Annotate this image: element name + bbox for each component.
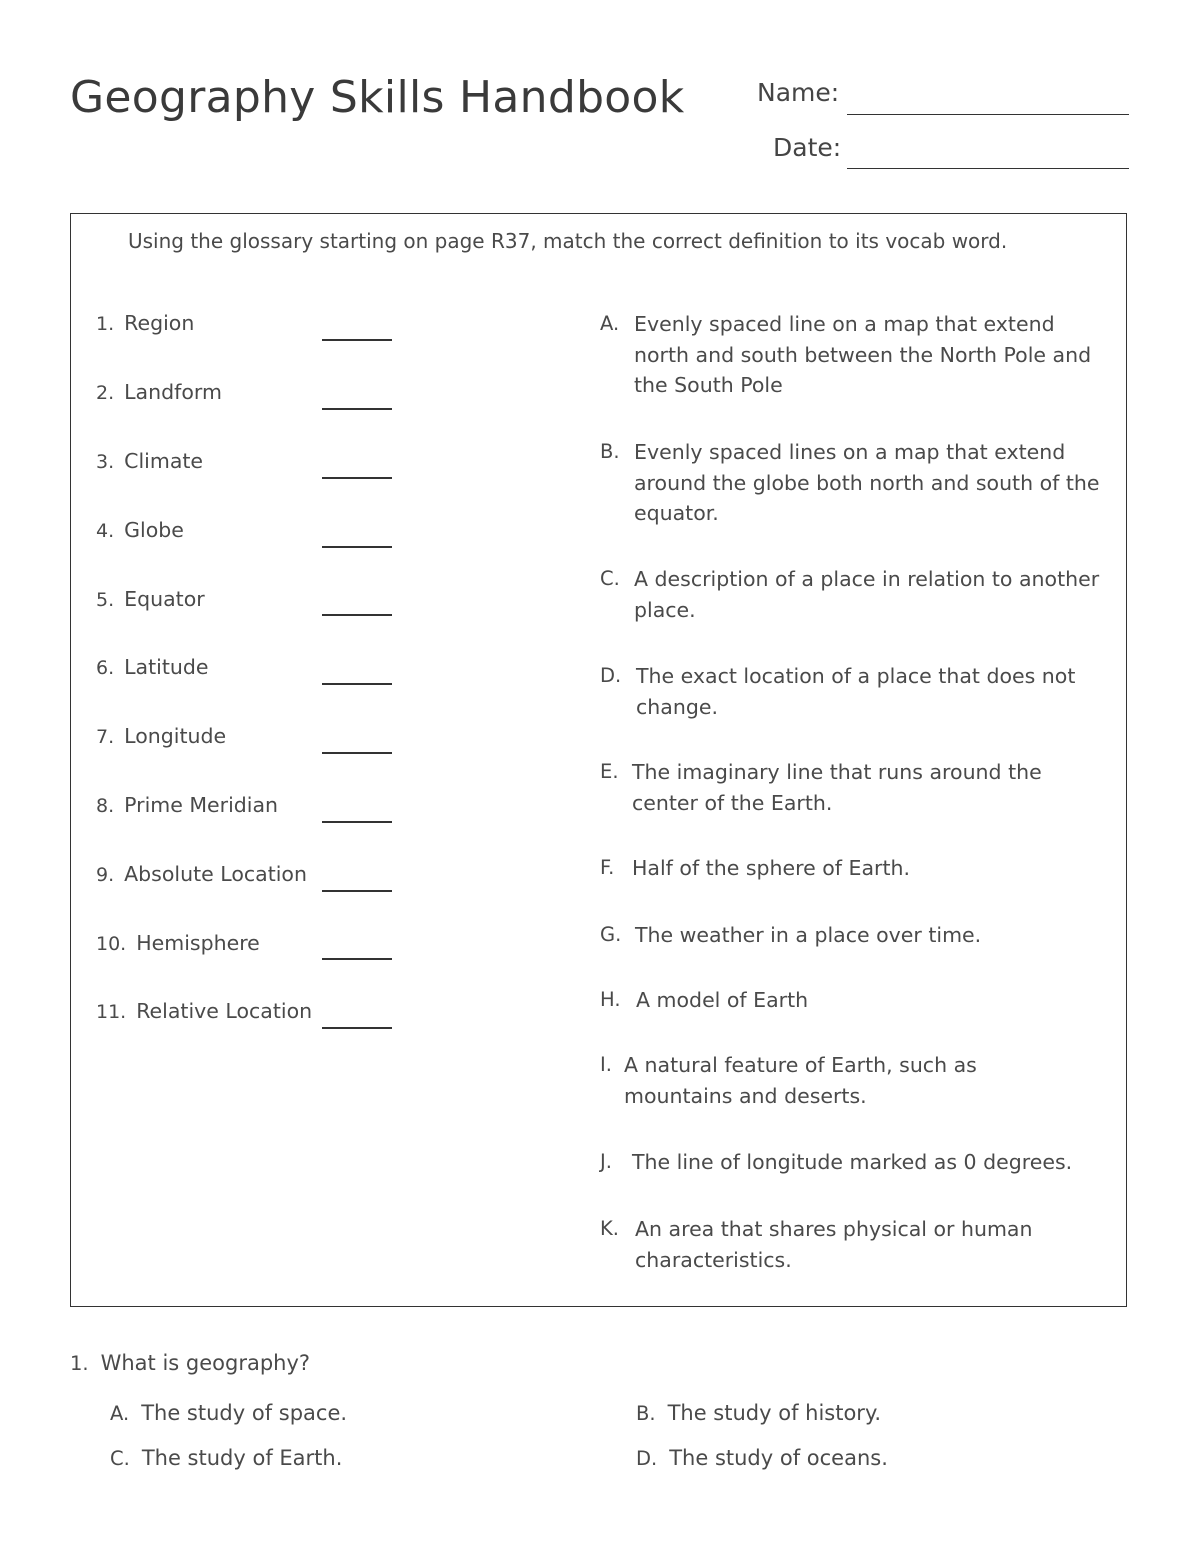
choice-letter: A.	[110, 1402, 130, 1425]
choice-letter: C.	[110, 1447, 130, 1470]
term-word: Climate	[124, 449, 204, 473]
definition-letter: B.	[600, 440, 620, 463]
definition-item	[600, 757, 1110, 818]
choice-letter: D.	[636, 1447, 658, 1470]
term-item	[96, 862, 307, 886]
definition-item	[600, 1050, 1020, 1111]
definition-letter: G.	[600, 923, 622, 946]
definition-text: A model of Earth	[636, 988, 809, 1012]
definition-item	[600, 853, 1110, 884]
definition-item	[600, 661, 1110, 722]
answer-blank[interactable]	[322, 546, 392, 548]
term-item	[96, 793, 278, 817]
definition-item	[600, 985, 1110, 1016]
term-item	[96, 311, 194, 335]
answer-blank[interactable]	[322, 821, 392, 823]
question-number: 1.	[70, 1352, 89, 1375]
definition-item	[600, 1147, 1140, 1178]
term-word: Absolute Location	[124, 862, 307, 886]
term-number: 9.	[96, 864, 115, 886]
term-number: 6.	[96, 657, 115, 679]
definition-letter: E.	[600, 760, 619, 783]
definition-letter: A.	[600, 312, 620, 335]
choice-text: The study of history.	[667, 1401, 882, 1425]
definition-letter: H.	[600, 988, 621, 1011]
term-item	[96, 999, 312, 1023]
matching-instructions: Using the glossary starting on page R37, match the correct definition to its vocab word.	[128, 229, 1008, 253]
term-number: 8.	[96, 795, 115, 817]
definition-text: An area that shares physical or human characteristics.	[635, 1217, 1033, 1272]
choice-option[interactable]	[110, 1401, 347, 1425]
term-item	[96, 518, 184, 542]
term-number: 11.	[96, 1001, 127, 1023]
definition-text: Half of the sphere of Earth.	[632, 856, 911, 880]
answer-blank[interactable]	[322, 752, 392, 754]
answer-blank[interactable]	[322, 683, 392, 685]
term-word: Equator	[124, 587, 205, 611]
definition-text: The exact location of a place that does not change.	[636, 664, 1076, 719]
answer-blank[interactable]	[322, 614, 392, 616]
choice-letter: B.	[636, 1402, 656, 1425]
definition-text: Evenly spaced lines on a map that extend around the globe both north and south of the equator.	[634, 440, 1100, 525]
term-word: Globe	[124, 518, 184, 542]
term-number: 4.	[96, 520, 115, 542]
choice-option[interactable]	[110, 1446, 342, 1470]
definition-text: The line of longitude marked as 0 degrees.	[632, 1150, 1073, 1174]
term-item	[96, 931, 260, 955]
term-item	[96, 587, 205, 611]
term-word: Region	[124, 311, 195, 335]
term-word: Relative Location	[136, 999, 313, 1023]
definition-text: The imaginary line that runs around the center of the Earth.	[632, 760, 1042, 815]
answer-blank[interactable]	[322, 477, 392, 479]
term-number: 5.	[96, 589, 115, 611]
term-item	[96, 724, 226, 748]
term-number: 1.	[96, 313, 115, 335]
definition-letter: J.	[600, 1150, 612, 1173]
date-field[interactable]	[847, 168, 1129, 169]
definition-item	[600, 920, 1110, 951]
page-title: Geography Skills Handbook	[70, 72, 685, 123]
answer-blank[interactable]	[322, 958, 392, 960]
definition-letter: C.	[600, 567, 620, 590]
term-word: Latitude	[124, 655, 209, 679]
choice-text: The study of space.	[141, 1401, 348, 1425]
definition-letter: K.	[600, 1217, 619, 1240]
name-label: Name:	[757, 78, 840, 107]
term-word: Longitude	[124, 724, 227, 748]
definition-item	[600, 437, 1110, 529]
answer-blank[interactable]	[322, 890, 392, 892]
definition-item	[600, 1214, 1110, 1275]
definition-letter: D.	[600, 664, 622, 687]
term-item	[96, 655, 209, 679]
term-number: 2.	[96, 382, 115, 404]
definition-text: A natural feature of Earth, such as mountains and deserts.	[624, 1053, 977, 1108]
definition-text: A description of a place in relation to another place.	[634, 567, 1100, 622]
term-word: Prime Meridian	[124, 793, 279, 817]
date-label: Date:	[773, 133, 842, 162]
question-prompt	[70, 1351, 310, 1375]
choice-text: The study of oceans.	[669, 1446, 888, 1470]
question-text: What is geography?	[100, 1351, 311, 1375]
answer-blank[interactable]	[322, 339, 392, 341]
term-number: 10.	[96, 933, 127, 955]
definition-item	[600, 309, 1110, 401]
definition-text: Evenly spaced line on a map that extend north and south between the North Pole and the South Pole	[634, 312, 1092, 397]
term-item	[96, 449, 203, 473]
term-item	[96, 380, 222, 404]
choice-option[interactable]	[636, 1401, 881, 1425]
answer-blank[interactable]	[322, 1027, 392, 1029]
term-number: 3.	[96, 451, 115, 473]
choice-text: The study of Earth.	[141, 1446, 343, 1470]
definition-letter: I.	[600, 1053, 612, 1076]
definition-letter: F.	[600, 856, 615, 879]
term-word: Landform	[124, 380, 222, 404]
term-word: Hemisphere	[136, 931, 260, 955]
name-field[interactable]	[847, 114, 1129, 115]
answer-blank[interactable]	[322, 408, 392, 410]
choice-option[interactable]	[636, 1446, 888, 1470]
term-number: 7.	[96, 726, 115, 748]
definition-item	[600, 564, 1110, 625]
definition-text: The weather in a place over time.	[635, 923, 982, 947]
